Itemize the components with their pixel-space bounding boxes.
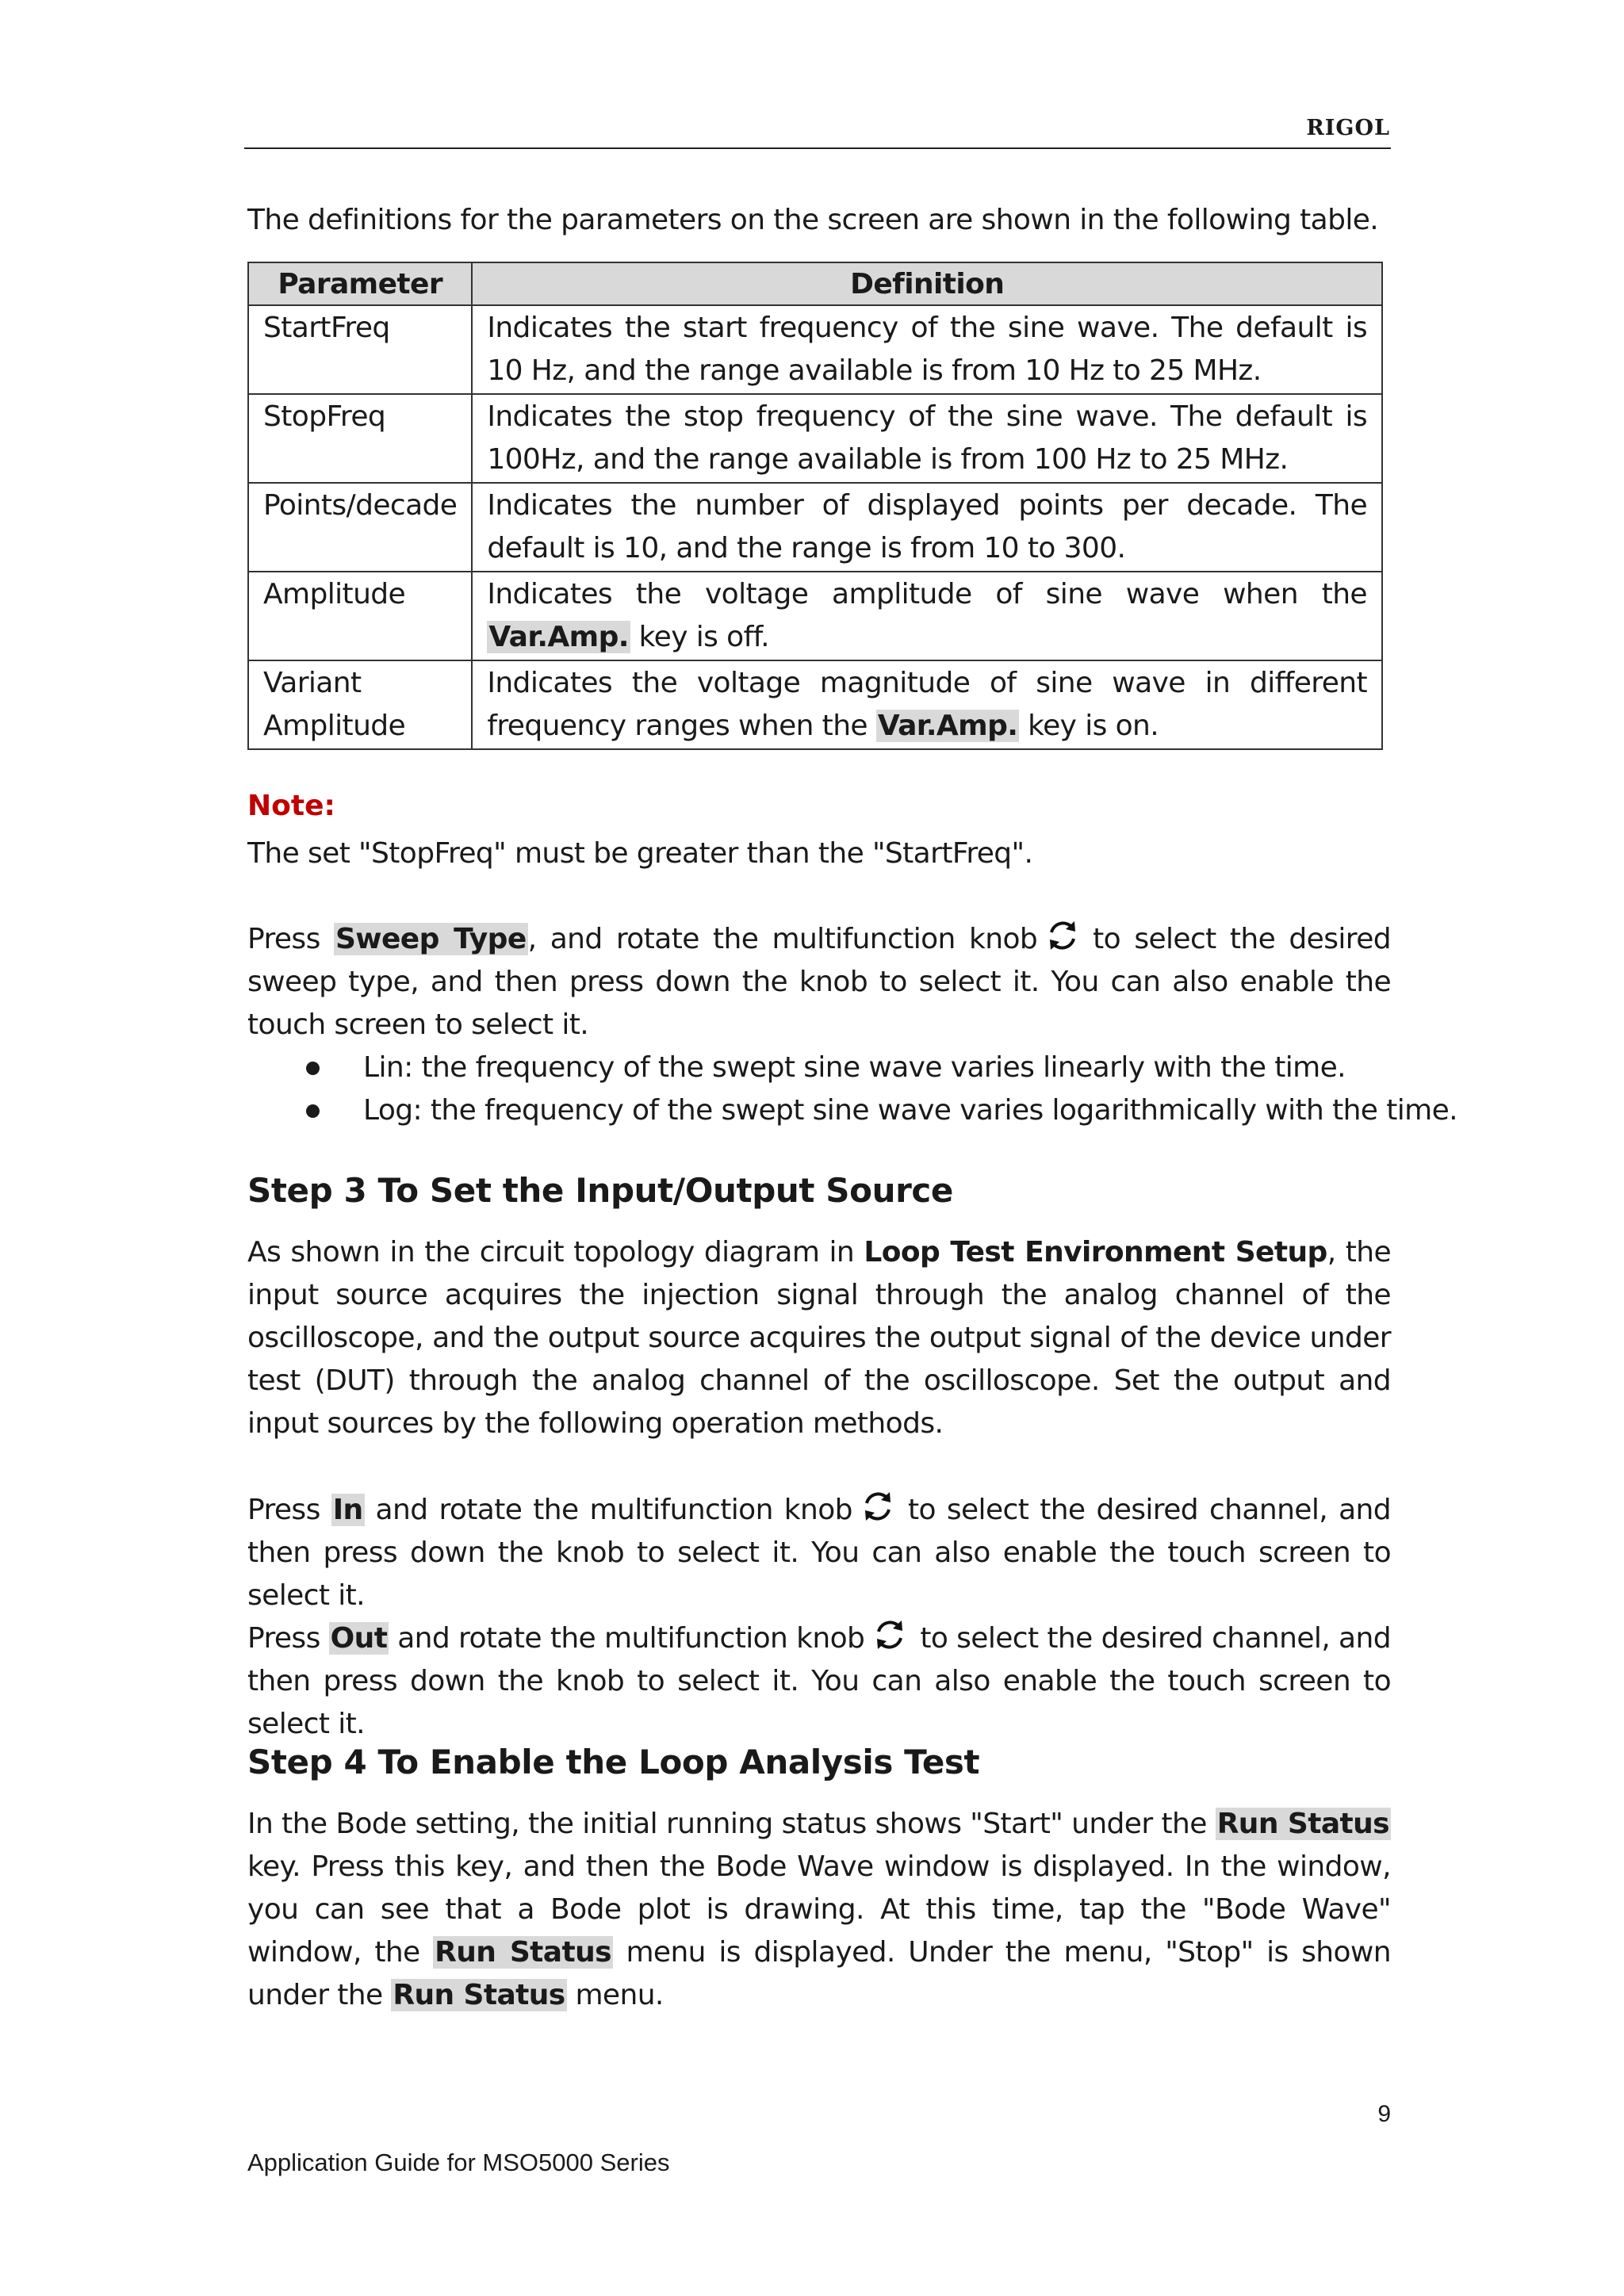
table-header-row xyxy=(248,262,1382,305)
text: menu. xyxy=(566,1979,664,2011)
note-title: Note: xyxy=(247,790,335,822)
bullet-icon xyxy=(306,1104,320,1118)
sweep-type-paragraph xyxy=(247,918,1391,1047)
header-rule xyxy=(244,147,1391,149)
text: In the Bode setting, the initial running status shows "Start" under the xyxy=(247,1808,1216,1840)
bullet-icon xyxy=(306,1062,320,1075)
intro-paragraph: The definitions for the parameters on the screen are shown in the following table. xyxy=(247,204,1379,236)
output-source-paragraph xyxy=(247,1617,1391,1746)
table-cell-definition xyxy=(472,572,1382,660)
step-4-paragraph xyxy=(247,1803,1391,2017)
run-status-key-label: Run Status xyxy=(393,1979,565,2011)
list-item-text: Lin: the frequency of the swept sine wave varies linearly with the time. xyxy=(363,1051,1346,1084)
out-key-label: Out xyxy=(330,1622,388,1655)
text: menu is displayed. Under the menu, "Stop" is shown under the xyxy=(247,1936,1391,2011)
text: and rotate the multifunction knob xyxy=(389,1622,865,1655)
var-amp-key-label: Var.Amp. xyxy=(877,710,1018,742)
table-cell-definition: Indicates the number of displayed points per decade. The default is 10, and the range is from 10 to 300. xyxy=(472,483,1382,572)
loop-test-setup-reference: Loop Test Environment Setup xyxy=(864,1236,1327,1269)
input-source-paragraph xyxy=(247,1489,1391,1617)
text: , the input source acquires the injection signal through the analog channel of the oscilloscope, and the output source acquires the output signal of the device under test (DUT) through the analog channel of the oscilloscope. Set the output and input sources by the following operation methods. xyxy=(247,1236,1392,1440)
table-cell-definition: Indicates the stop frequency of the sine wave. The default is 100Hz, and the range available is from 100 Hz to 25 MHz. xyxy=(472,394,1382,483)
table-cell-parameter: StartFreq xyxy=(248,305,472,394)
list-item xyxy=(306,1089,1457,1132)
run-status-key-label: Run Status xyxy=(1216,1808,1389,1840)
text: key. Press this key, and then the Bode Wave window is displayed. In the window, you can see that a Bode plot is drawing. At this time, tap the "Bode Wave" window, the xyxy=(247,1850,1391,1969)
parameter-line: Variant xyxy=(263,667,362,699)
table-row xyxy=(248,660,1382,749)
table-row xyxy=(248,483,1382,572)
sweep-type-key-label: Sweep Type xyxy=(335,923,527,955)
table-row xyxy=(248,394,1382,483)
run-status-key-label: Run Status xyxy=(435,1936,611,1969)
step-4-heading: Step 4 To Enable the Loop Analysis Test xyxy=(247,1743,980,1781)
table-header-definition: Definition xyxy=(472,262,1382,305)
table-cell-parameter: StopFreq xyxy=(248,394,472,483)
text: Press xyxy=(247,1494,331,1526)
page-number: 9 xyxy=(1377,2101,1391,2127)
table-cell-parameter: Points/decade xyxy=(248,483,472,572)
definition-text: key is on. xyxy=(1019,710,1159,742)
definition-text: key is off. xyxy=(630,621,769,653)
text: and rotate the multifunction knob xyxy=(364,1494,852,1526)
parameter-table xyxy=(247,262,1383,750)
var-amp-key-label: Var.Amp. xyxy=(488,621,629,653)
list-item-text: Log: the frequency of the swept sine wave varies logarithmically with the time. xyxy=(363,1094,1457,1127)
text: to select the desired sweep type, and then press down the knob to select it. You can also enable the touch screen to select it. xyxy=(247,923,1391,1041)
text: to select the desired channel, and then press down the knob to select it. You can also enable the touch screen to select it. xyxy=(247,1494,1391,1612)
definition-text: Indicates the voltage magnitude of sine wave in different frequency ranges when the xyxy=(487,667,1367,742)
table-cell-parameter xyxy=(248,660,472,749)
parameter-line: Amplitude xyxy=(263,710,406,742)
table-row xyxy=(248,572,1382,660)
text: to select the desired channel, and then press down the knob to select it. You can also enable the touch screen to select it. xyxy=(247,1622,1391,1740)
table-cell-definition xyxy=(472,660,1382,749)
text: Press xyxy=(247,923,334,955)
in-key-label: In xyxy=(332,1494,363,1526)
note-text: The set "StopFreq" must be greater than the "StartFreq". xyxy=(247,837,1033,870)
step-3-paragraph xyxy=(247,1231,1391,1445)
table-cell-parameter: Amplitude xyxy=(248,572,472,660)
header-brand: RIGOL xyxy=(1306,116,1390,140)
footer-guide-title: Application Guide for MSO5000 Series xyxy=(247,2149,670,2176)
text: As shown in the circuit topology diagram in xyxy=(247,1236,864,1269)
list-item xyxy=(306,1047,1457,1089)
multifunction-knob-icon xyxy=(860,1489,895,1524)
definition-text: Indicates the voltage amplitude of sine wave when the xyxy=(487,578,1367,610)
table-row xyxy=(248,305,1382,394)
multifunction-knob-icon xyxy=(1045,918,1080,953)
table-header-parameter: Parameter xyxy=(248,262,472,305)
multifunction-knob-icon xyxy=(872,1617,907,1652)
text: , and rotate the multifunction knob xyxy=(527,923,1038,955)
step-3-heading: Step 3 To Set the Input/Output Source xyxy=(247,1171,953,1210)
table-cell-definition: Indicates the start frequency of the sine wave. The default is 10 Hz, and the range available is from 10 Hz to 25 MHz. xyxy=(472,305,1382,394)
sweep-type-list xyxy=(306,1047,1457,1132)
text: Press xyxy=(247,1622,329,1655)
